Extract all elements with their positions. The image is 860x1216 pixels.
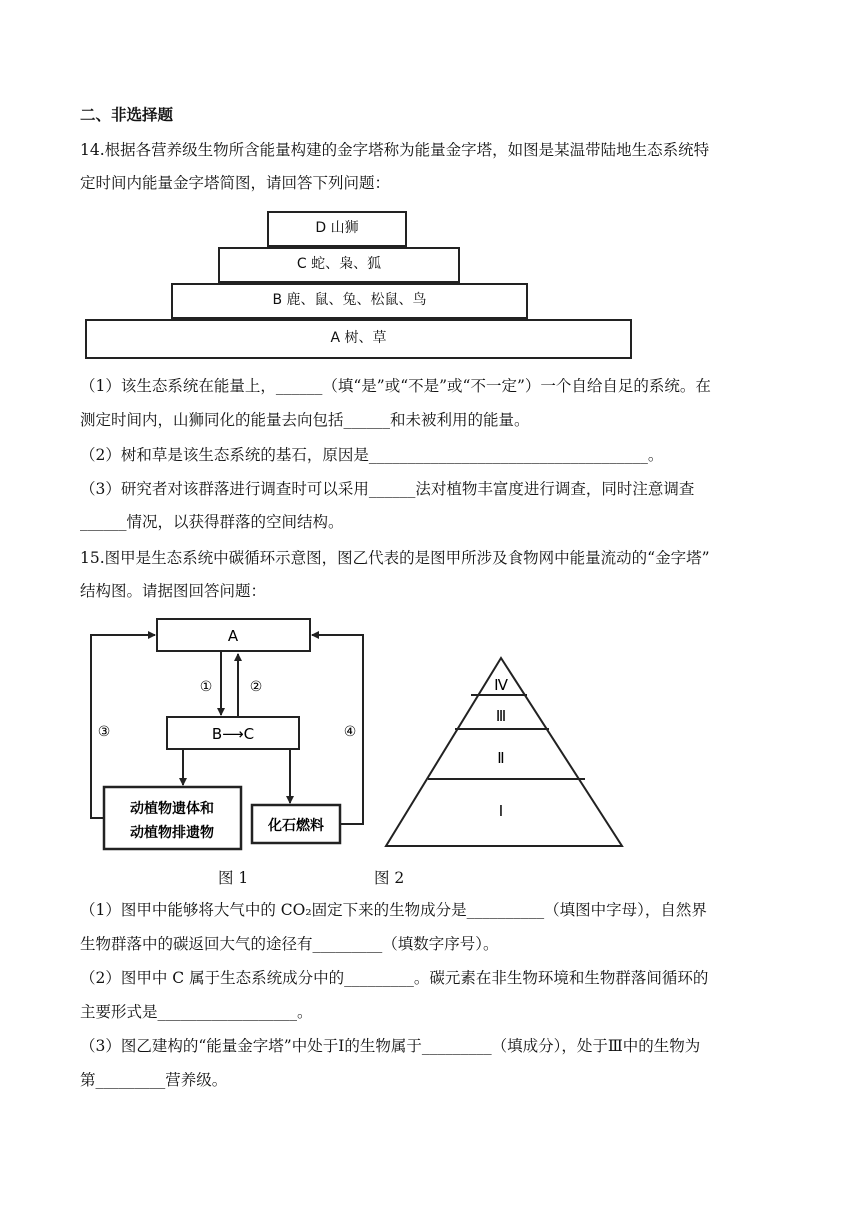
carbon-box-a-label: A (227, 627, 239, 645)
q14-stem-line2: 定时间内能量金字塔简图，请回答下列问题： (80, 174, 391, 192)
q15-part1-line1: （1）图甲中能够将大气中的 CO₂固定下来的生物成分是__________（填图中字母），自然界 (80, 901, 707, 919)
q15-part1-line2: 生物群落中的碳返回大气的途径有_________（填数字序号）。 (80, 935, 499, 953)
fig2-caption: 图 2 (374, 869, 405, 887)
carbon-box-fossil-label: 化石燃料 (268, 818, 324, 834)
q15-part2-line1: （2）图甲中 C 属于生态系统成分中的_________。碳元素在非生物环境和生物群落间循环的 (80, 969, 709, 987)
q14-stem-line1: 14.根据各营养级生物所含能量构建的金字塔称为能量金字塔，如图是某温带陆地生态系统特 (80, 141, 710, 159)
q15-energy-pyramid-figure (380, 652, 630, 852)
q15-part2-line2: 主要形式是__________________。 (80, 1003, 313, 1021)
pyramid-level-a: A 树、草 (85, 319, 632, 359)
q15-stem-line2: 结构图。请据图回答问题： (80, 582, 267, 600)
carbon-box-remains-line1: 动植物遗体和 (130, 801, 214, 817)
q15-part3-line2: 第_________营养级。 (80, 1071, 228, 1089)
carbon-box-bc-label: B⟶C (211, 725, 255, 743)
q14-part3-line2: ______情况，以获得群落的空间结构。 (80, 513, 344, 531)
pyramid-level-2-label: Ⅱ (497, 749, 505, 767)
q14-part1-line1: （1）该生态系统在能量上，______（填“是”或“不是”或“不一定”）一个自给自足的系统。在 (80, 377, 711, 395)
q14-part2-line1: （2）树和草是该生态系统的基石，原因是____________________________________。 (80, 446, 664, 464)
fig1-caption: 图 1 (218, 869, 249, 887)
arrow-3-label: ③ (97, 724, 111, 740)
q15-part3-line1: （3）图乙建构的“能量金字塔”中处于Ⅰ的生物属于_________（填成分），处于Ⅲ中的生物为 (80, 1037, 701, 1055)
pyramid-level-4-label: Ⅳ (494, 676, 508, 694)
q14-part1-line2: 测定时间内，山狮同化的能量去向包括______和未被利用的能量。 (80, 411, 530, 429)
q15-carbon-cycle-figure (80, 612, 380, 857)
carbon-box-remains-line2: 动植物排遗物 (130, 825, 214, 841)
pyramid-level-c: C 蛇、枭、狐 (218, 247, 460, 283)
q14-part3-line1: （3）研究者对该群落进行调查时可以采用______法对植物丰富度进行调查，同时注意调查 (80, 480, 695, 498)
pyramid-level-1-label: Ⅰ (498, 802, 504, 820)
arrow-4-label: ④ (343, 724, 357, 740)
pyramid-level-d: D 山狮 (267, 211, 407, 247)
q15-stem-line1: 15.图甲是生态系统中碳循环示意图，图乙代表的是图甲所涉及食物网中能量流动的“金字塔” (80, 549, 710, 567)
arrow-1-label: ① (199, 679, 213, 695)
pyramid-level-b: B 鹿、鼠、兔、松鼠、鸟 (171, 283, 528, 319)
arrow-2-label: ② (249, 679, 263, 695)
pyramid-level-3-label: Ⅲ (495, 707, 507, 725)
section-title: 二、非选择题 (80, 105, 174, 124)
